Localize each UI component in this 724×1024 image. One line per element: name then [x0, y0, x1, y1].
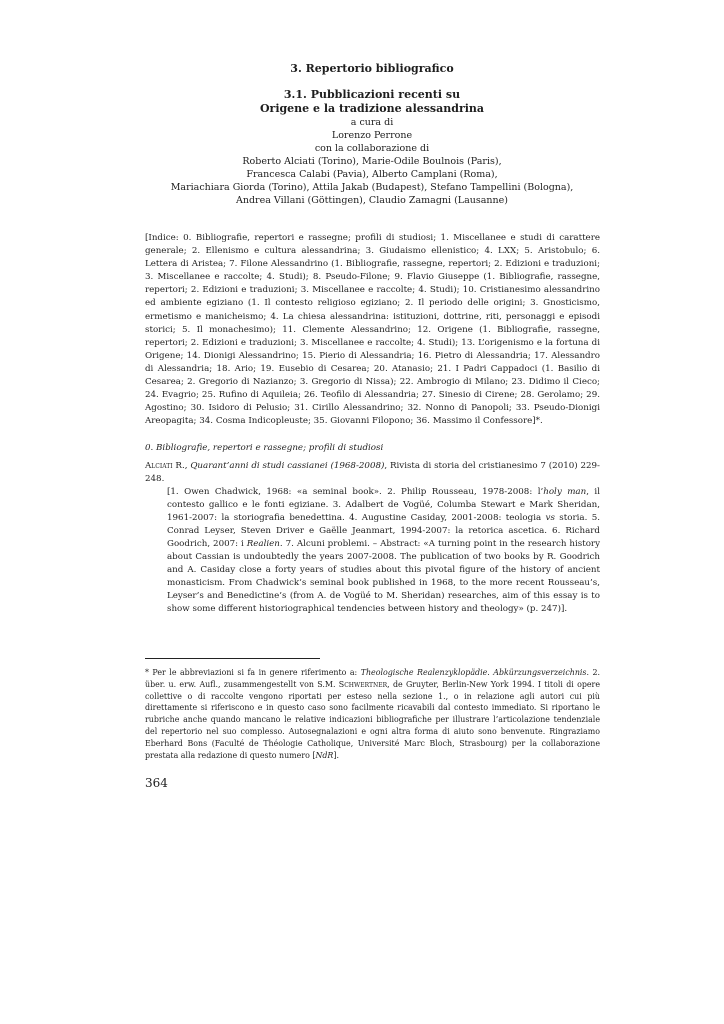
footnote-text: . 2. über. u. erw. Aufl., zusammengestellt von S.M. — [145, 668, 600, 689]
collab-line: Roberto Alciati (Torino), Marie-Odile Boulnois (Paris), — [242, 156, 502, 167]
entry-citation — [145, 460, 600, 486]
annotation-text: storia. 5. Conrad Leyser, Steven Driver e Gaëlle Jeanmart, 1994-2007: la retorica ascetica. 6. Richard Goodrich, 2007: i — [167, 513, 600, 549]
footnote-text: , de Gruyter, Berlin-New York 1994. I titoli di opere collettive o di raccolte vengono riportati per esteso nella sezione 1., o in relazione agli autori cui più direttamente si riferiscono e in questo caso sono facilmente ricavabili dal contesto immediato. Si riportano le rubriche anche quando mancano le relative indicazioni bibliografiche per illustrare l’articolazione tendenziale del repertorio nel suo complesso. Autosegnalazioni e ogni altra forma di aiuto sono benvenute. Ringraziamo Eberhard Bons (Faculté de Théologie Catholique, Université Marc Bloch, Strasbourg) per la collaborazione prestata alla redazione di questo numero [ — [145, 679, 600, 760]
annotation-italic: vs — [545, 513, 555, 523]
annotation-text: [1. Owen Chadwick, 1968: «a seminal book». 2. Philip Rousseau, 1978-2008: l’ — [167, 487, 544, 497]
footnote — [145, 667, 600, 761]
section-title: 3. Repertorio bibliografico — [290, 62, 454, 75]
entry-title: Quarant’anni di studi cassianei (1968-2008) — [190, 461, 385, 471]
entry-author: Alciati R., — [145, 461, 188, 471]
credits — [130, 116, 614, 207]
subsection-title-line-1: 3.1. Pubblicazioni recenti su — [283, 88, 461, 101]
annotation-italic: holy man — [543, 487, 587, 497]
collab-line: Andrea Villani (Göttingen), Claudio Zamagni (Lausanne) — [236, 195, 508, 206]
subsection-title-line-2: Origene e la tradizione alessandrina — [259, 102, 485, 115]
header — [130, 62, 614, 207]
collab-intro: con la collaborazione di — [314, 143, 430, 154]
section-0-heading: 0. Bibliografie, repertori e rassegne; profili di studiosi — [145, 443, 384, 453]
collab-line: Mariachiara Giorda (Torino), Attila Jakab (Budapest), Stefano Tampellini (Bologna), — [170, 182, 574, 193]
page-number: 364 — [145, 776, 168, 790]
entry-annotation — [145, 486, 600, 616]
footnote-text: ]. — [333, 750, 339, 760]
footnote-ref-title: Theologische Realenzyklopädie. Abkürzungsverzeichnis — [360, 668, 587, 677]
collab-line: Francesca Calabi (Pavia), Alberto Camplani (Roma), — [246, 169, 498, 180]
annotation-text: . 7. Alcuni problemi. – Abstract: «A turning point in the research history about Cassian is undoubtedly the years 2007-2008. The publication of two books by R. Goodrich and A. Casiday close a forty years of studies about this pivotal figure of the history of ancient monasticism. From Chadwick’s seminal book published in 1968, to the more recent Rousseau’s, Leyser’s and Benedictine’s (from A. de Vogüé to M. Sheridan) researches, aim of this essay is to show some different historiographical tendencies between history and theology» (p. 247)]. — [167, 539, 600, 614]
entry-source: , Rivista di storia del cristianesimo 7 (2010) 229-248. — [145, 461, 600, 484]
footnote-ref-author: Schwertner — [338, 679, 388, 689]
footnote-rule — [145, 658, 320, 659]
bibliography-entry — [145, 460, 600, 616]
editor-intro: a cura di — [350, 117, 394, 128]
editor-name: Lorenzo Perrone — [331, 130, 413, 141]
indice-paragraph: [Indice: 0. Bibliografie, repertori e rassegne; profili di studiosi; 1. Miscellanee e studi di carattere generale; 2. Ellenismo e cultura alessandrina; 3. Giudaismo ellenistico; 4. LXX; 5. Aristobulo; 6. Lettera di Aristea; 7. Filone Alessandrino (1. Bibliografie, rassegne, repertori; 2. Edizioni e traduzioni; 3. Miscellanee e raccolte; 4. Studi); 8. Pseudo-Filone; 9. Flavio Giuseppe (1. Bibliografie, rassegne, repertori; 2. Edizioni e traduzioni; 3. Miscellanee e raccolte; 4. Studi); 10. Cristianesimo alessandrino ed ambiente egiziano (1. Il contesto religioso egiziano; 2. Il periodo delle origini; 3. Gnosticismo, ermetismo e manicheismo; 4. La chiesa alessandrina: istituzioni, dottrine, riti, personaggi e episodi storici; 5. Il monachesimo); 11. Clemente Alessandrino; 12. Origene (1. Bibliografie, rassegne, repertori; 2. Edizioni e traduzioni; 3. Miscellanee e raccolte; 4. Studi); 13. L’origenismo e la fortuna di Origene; 14. Dionigi Alessandrino; 15. Pierio di Alessandria; 16. Pietro di Alessandria; 17. Alessandro di Alessandria; 18. Ario; 19. Eusebio di Cesarea; 20. Atanasio; 21. I Padri Cappadoci (1. Basilio di Cesarea; 2. Gregorio di Nazianzo; 3. Gregorio di Nissa); 22. Ambrogio di Milano; 23. Didimo il Cieco; 24. Evagrio; 25. Rufino di Aquileia; 26. Teofilo di Alessandria; 27. Sinesio di Cirene; 28. Gerolamo; 29. Agostino; 30. Isidoro di Pelusio; 31. Cirillo Alessandrino; 32. Nonno di Panopoli; 33. Pseudo-Dionigi Areopagita; 34. Cosma Indicopleuste; 35. Giovanni Filopono; 36. Massimo il Confessore]*. — [145, 233, 600, 427]
subsection-title — [130, 88, 614, 116]
annotation-text: , il contesto gallico e le fonti egiziane. 3. Adalbert de Vogüé, Columba Stewart e Mark Sheridan, 1961-2007: la storiografia benedettina. 4. Augustine Casiday, 2001-2008: teologia — [167, 487, 600, 523]
footnote-ndr: NdR — [315, 750, 334, 760]
footnote-text: * Per le abbreviazioni si fa in genere riferimento a: — [145, 668, 361, 677]
annotation-italic: Realien — [246, 539, 280, 549]
